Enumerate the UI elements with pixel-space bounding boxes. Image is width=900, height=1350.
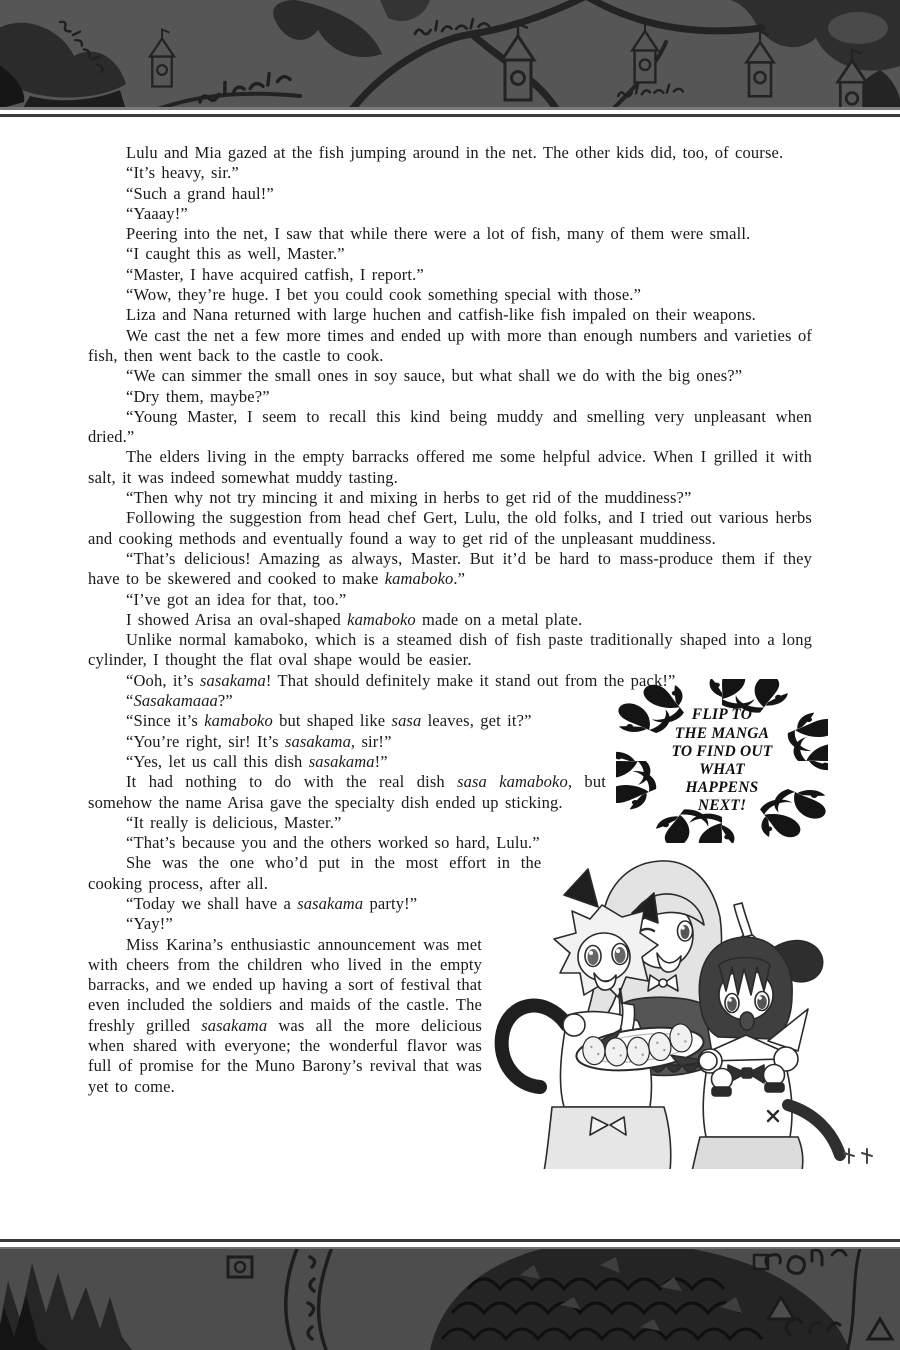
paragraph: It had nothing to do with the real dish sasa kamaboko, but somehow the name Arisa gave the specialty dish ended up sticking. bbox=[88, 772, 606, 812]
paragraph: “Master, I have acquired catfish, I report.” bbox=[126, 264, 424, 284]
paragraph: “Today we shall have a sasakama party!” bbox=[126, 893, 418, 913]
flip-to-manga-badge bbox=[622, 687, 822, 835]
badge-line: TO FIND OUT bbox=[671, 742, 773, 760]
badge-line: NEXT! bbox=[697, 797, 747, 815]
paragraph: “Such a grand haul!” bbox=[126, 183, 274, 203]
bottom-map-banner-art bbox=[0, 1247, 900, 1350]
paragraph: I showed Arisa an oval-shaped kamaboko made on a metal plate. bbox=[126, 609, 583, 629]
paragraph: We cast the net a few more times and ended up with more than enough numbers and varieties of fish, then went back to the castle to cook. bbox=[88, 325, 812, 365]
paragraph: “It’s heavy, sir.” bbox=[126, 163, 239, 183]
paragraph: “Since it’s kamaboko but shaped like sasa leaves, get it?” bbox=[126, 711, 532, 731]
paragraph-group bbox=[88, 143, 812, 691]
badge-line: THE MANGA bbox=[674, 724, 770, 742]
paragraph: “Sasakamaaa?” bbox=[126, 691, 233, 711]
paragraph: “That’s because you and the others worked so hard, Lulu.” bbox=[126, 833, 540, 853]
paragraph: “Young Master, I seem to recall this kind being muddy and smelling very unpleasant when dried.” bbox=[88, 406, 812, 447]
paragraph: “I’ve got an idea for that, too.” bbox=[126, 589, 347, 609]
body-text bbox=[0, 117, 900, 1097]
paragraph: “Yes, let us call this dish sasakama!” bbox=[126, 751, 388, 771]
paragraph: “Yaaay!” bbox=[126, 203, 188, 223]
bottom-divider-rule bbox=[0, 1239, 900, 1242]
paragraph: “Wow, they’re huge. I bet you could cook something special with those.” bbox=[126, 285, 642, 305]
manga-illustration bbox=[482, 853, 822, 1169]
paragraph: Following the suggestion from head chef Gert, Lulu, the old folks, and I tried out various herbs and cooking methods and eventually found a way to get rid of the unpleasant muddiness. bbox=[88, 508, 812, 548]
paragraph: “We can simmer the small ones in soy sauce, but what shall we do with the big ones?” bbox=[126, 366, 743, 386]
top-map-banner-art bbox=[0, 0, 900, 110]
paragraph: Lulu and Mia gazed at the fish jumping around in the net. The other kids did, too, of course. bbox=[126, 143, 784, 162]
paragraph: The elders living in the empty barracks offered me some helpful advice. When I grilled it with salt, it was indeed somewhat muddy tasting. bbox=[88, 447, 812, 487]
paragraph: “Yay!” bbox=[126, 914, 173, 934]
badge-line: FLIP TO bbox=[691, 706, 753, 724]
badge-text bbox=[622, 687, 822, 835]
paragraph: Miss Karina’s enthusiastic announcement was met with cheers from the children who lived in the empty barracks, and we ended up having a sort of festival that even included the soldiers and maids of the castle. The freshly grilled sasakama was all the more delicious when shared with everyone; the wonderful flavor was full of promise for the Muno Barony’s revival that was yet to come. bbox=[88, 934, 482, 1096]
paragraph: “Ooh, it’s sasakama! That should definitely make it stand out from the pack!” bbox=[126, 670, 676, 690]
badge-line: HAPPENS bbox=[685, 779, 759, 797]
paragraph: Liza and Nana returned with large huchen and catfish-like fish impaled on their weapons. bbox=[126, 305, 756, 325]
paragraph: “Then why not try mincing it and mixing in herbs to get rid of the muddiness?” bbox=[126, 488, 692, 508]
paragraph: Unlike normal kamaboko, which is a steamed dish of fish paste traditionally shaped into a long cylinder, I thought the flat oval shape would be easier. bbox=[88, 630, 812, 670]
badge-line: WHAT bbox=[699, 761, 745, 779]
paragraph: “It really is delicious, Master.” bbox=[126, 812, 342, 832]
paragraph: “That’s delicious! Amazing as always, Master. But it’d be hard to mass-produce them if they have to be skewered and cooked to make kamaboko.” bbox=[88, 548, 812, 589]
paragraph: “Dry them, maybe?” bbox=[126, 386, 270, 406]
paragraph: “I caught this as well, Master.” bbox=[126, 244, 345, 264]
bottom-band bbox=[0, 1239, 900, 1350]
paragraph: She was the one who’d put in the most effort in the cooking process, after all. bbox=[88, 853, 542, 893]
paragraph: “You’re right, sir! It’s sasakama, sir!” bbox=[126, 731, 392, 751]
paragraph: Peering into the net, I saw that while there were a lot of fish, many of them were small. bbox=[126, 224, 751, 244]
